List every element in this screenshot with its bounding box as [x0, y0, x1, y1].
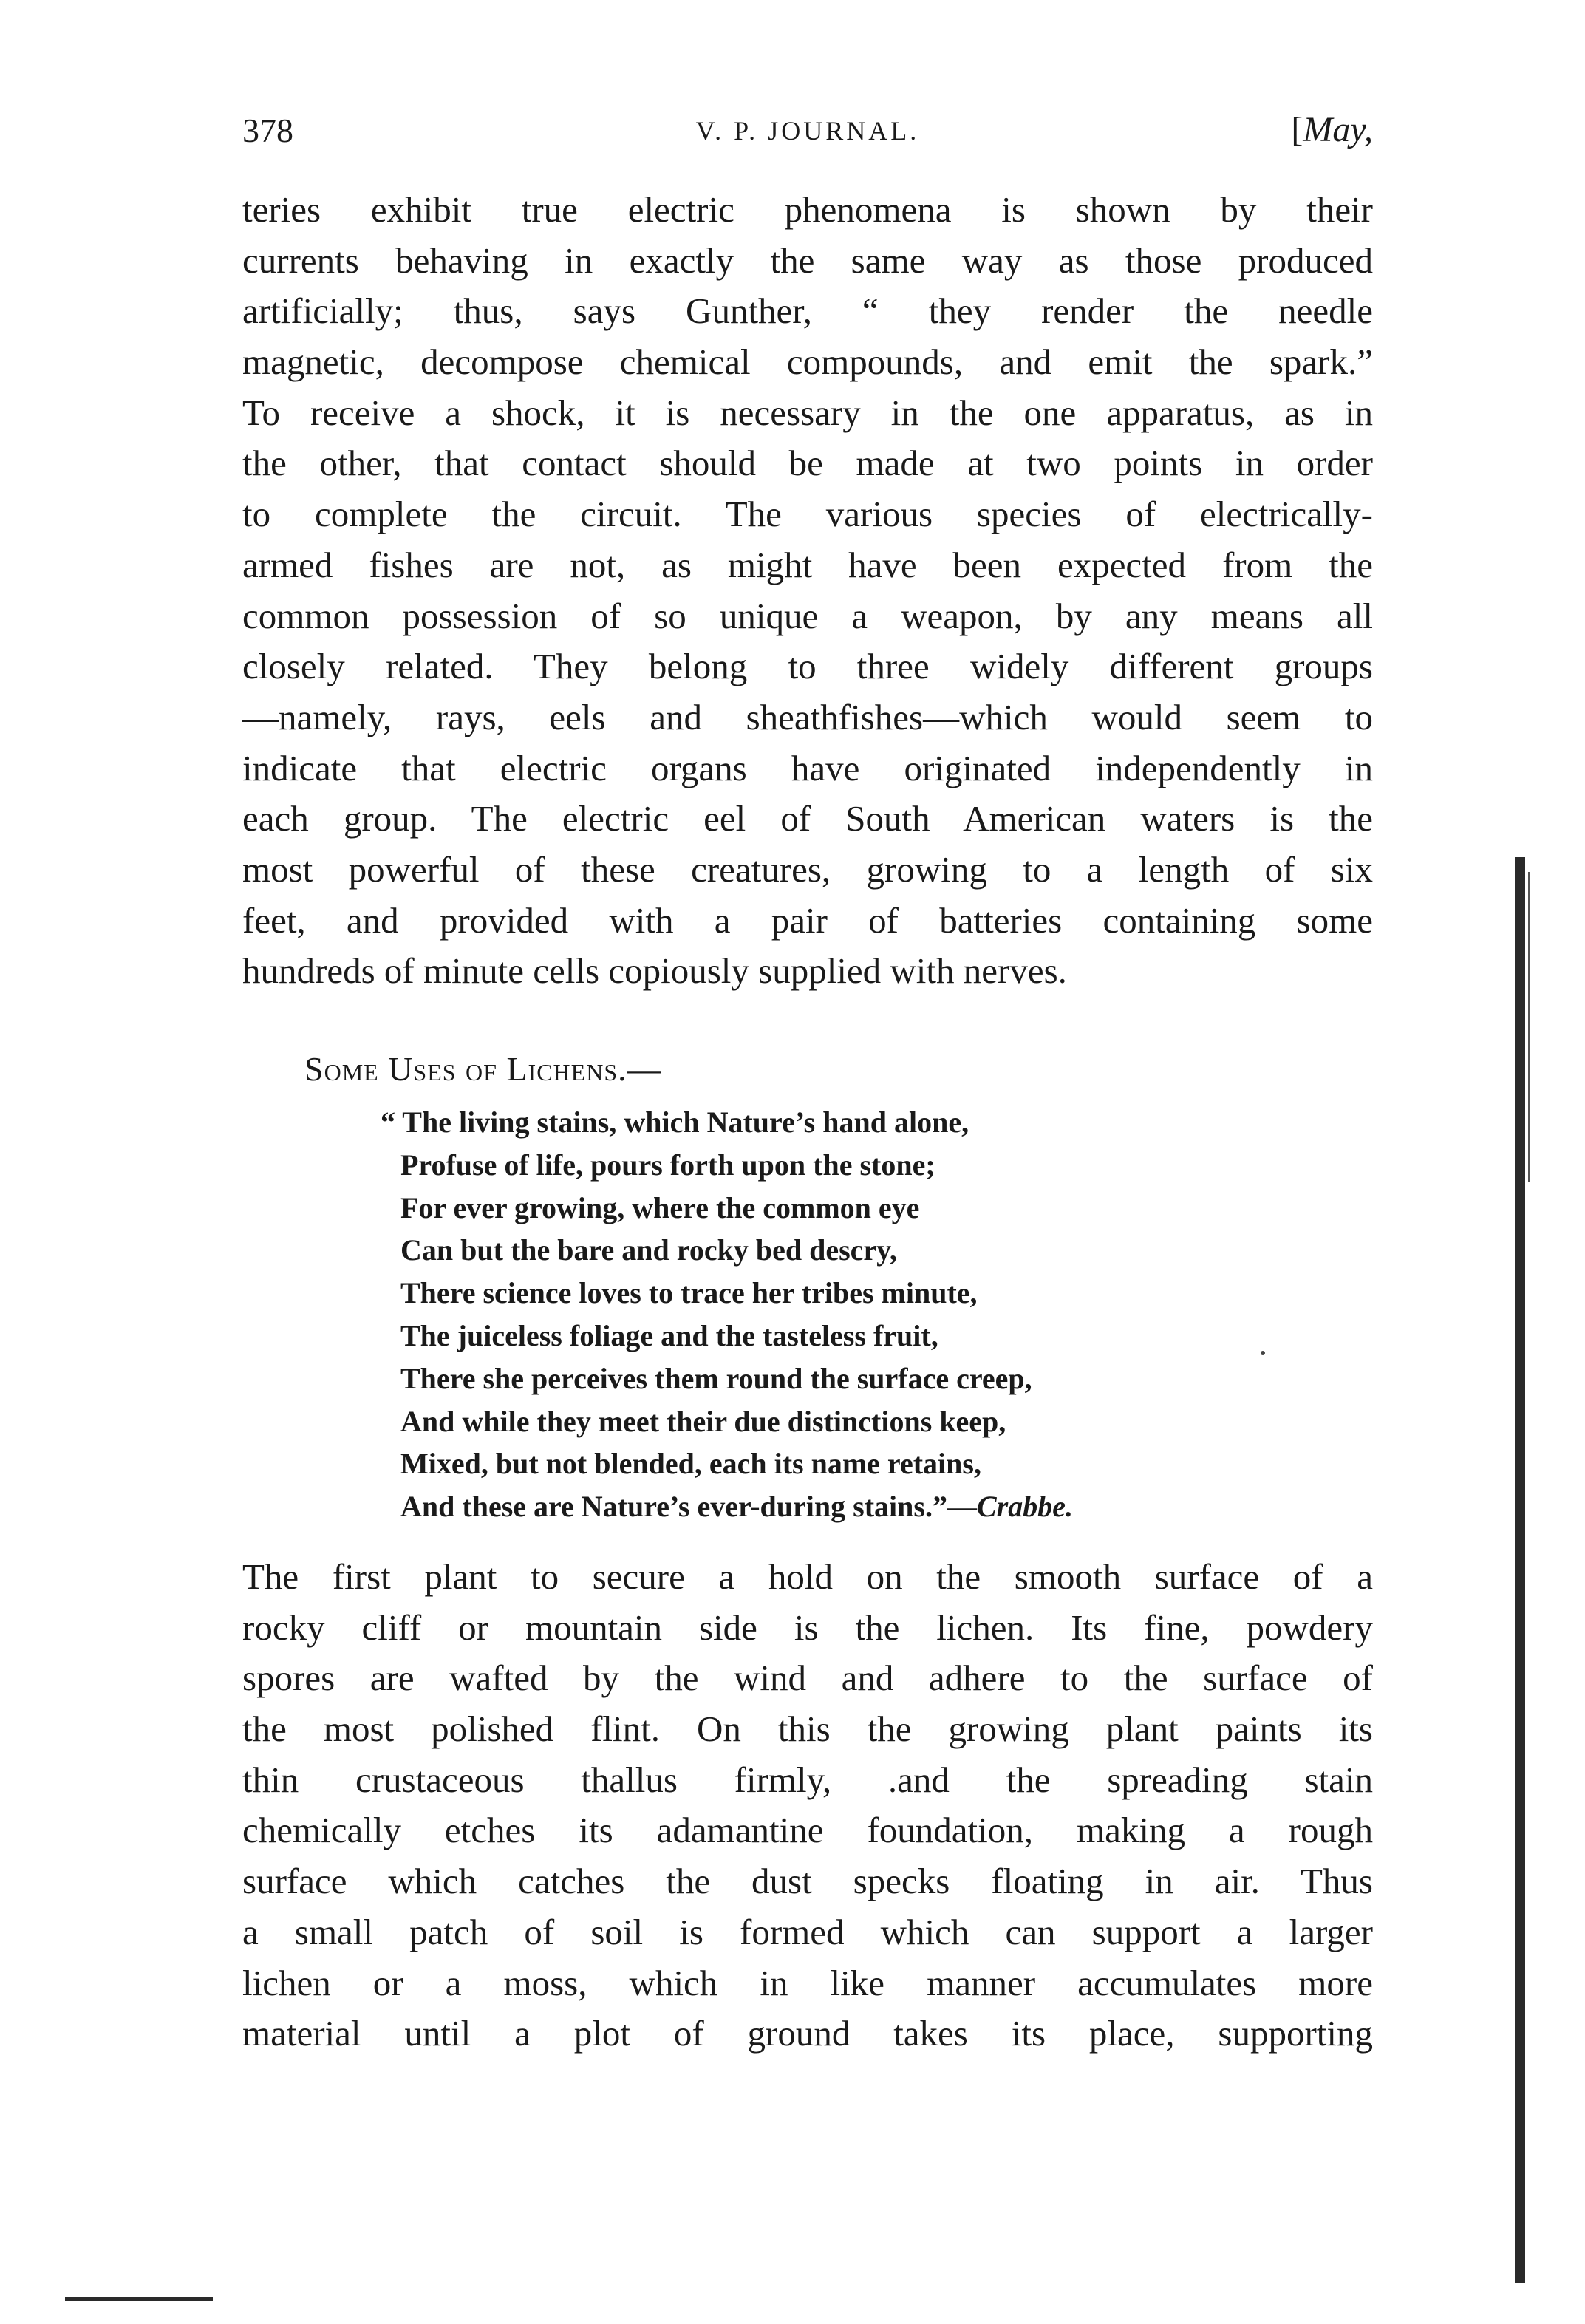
text-line: rocky cliff or mountain side is the lichen. Its fine, powdery	[242, 1606, 1373, 1648]
poem-verse: And while they meet their due distinctions keep,	[400, 1404, 1006, 1438]
text-line: material until a plot of ground takes its place, supporting	[242, 2013, 1373, 2054]
text-line: a small patch of soil is formed which can support a larger	[242, 1911, 1373, 1952]
text-line: thin crustaceous thallus firmly, .and the spreading stain	[242, 1759, 1373, 1800]
text-line: armed fishes are not, as might have been expected from the	[242, 544, 1373, 585]
text-line: spores are wafted by the wind and adhere to the surface of	[242, 1657, 1373, 1699]
text-line: each group. The electric eel of South American waters is the	[242, 798, 1373, 839]
text-line: indicate that electric organs have originated independently in	[242, 747, 1373, 788]
text-line: currents behaving in exactly the same way as those produced	[242, 239, 1373, 281]
binding-edge-line	[1528, 872, 1530, 1182]
month-word: May,	[1303, 110, 1373, 149]
text-line: artificially; thus, says Gunther, “ they render the needle	[242, 290, 1373, 332]
poem-attribution: Crabbe.	[976, 1490, 1073, 1524]
text-line: hundreds of minute cells copiously supplied with nerves.	[242, 950, 1067, 992]
header-month	[1291, 109, 1373, 150]
poem-verse: Mixed, but not blended, each its name retains,	[400, 1447, 981, 1481]
page-number: 378	[242, 112, 293, 149]
poem-verse: There science loves to trace her tribes minute,	[400, 1276, 978, 1310]
text-line: lichen or a moss, which in like manner accumulates more	[242, 1962, 1373, 2003]
page-header	[242, 111, 1373, 155]
text-line: feet, and provided with a pair of batteries containing some	[242, 899, 1373, 941]
poem-verse: Can but the bare and rocky bed descry,	[400, 1233, 897, 1267]
text-line: common possession of so unique a weapon, by any means all	[242, 595, 1373, 636]
text-line: To receive a shock, it is necessary in the one apparatus, as in	[242, 392, 1373, 433]
poem-verse: There she perceives them round the surface creep,	[400, 1361, 1032, 1395]
month-bracket: [	[1291, 110, 1303, 149]
text-line: the other, that contact should be made at two points in order	[242, 443, 1373, 484]
poem-verse: The juiceless foliage and the tasteless fruit,	[400, 1318, 938, 1352]
poem-verse: Profuse of life, pours forth upon the stone;	[400, 1148, 935, 1182]
running-title: V. P. JOURNAL.	[695, 116, 920, 146]
section-heading: Some Uses of Lichens.—	[304, 1050, 662, 1088]
binding-edge-shadow	[1515, 857, 1525, 2283]
text-line: magnetic, decompose chemical compounds, and emit the spark.”	[242, 341, 1373, 383]
text-line: most powerful of these creatures, growing to a length of six	[242, 848, 1373, 890]
poem-verse-final	[381, 1485, 1073, 1528]
paragraph-electric-fishes	[242, 185, 1373, 997]
text-line: chemically etches its adamantine foundation, making a rough	[242, 1810, 1373, 1851]
text-line: The first plant to secure a hold on the smooth surface of a	[242, 1556, 1373, 1597]
poem-verse: “ The living stains, which Nature’s hand alone,	[381, 1105, 969, 1139]
text-line: surface which catches the dust specks floating in air. Thus	[242, 1861, 1373, 1902]
poem-verse: For ever growing, where the common eye	[400, 1190, 920, 1224]
corner-mark	[65, 2297, 213, 2301]
poem-quotation	[381, 1101, 1073, 1528]
text-line: —namely, rays, eels and sheathfishes—which would seem to	[242, 696, 1373, 737]
text-line: the most polished flint. On this the growing plant paints its	[242, 1708, 1373, 1750]
text-line: teries exhibit true electric phenomena is shown by their	[242, 189, 1373, 230]
ink-speck	[1261, 1351, 1265, 1355]
paragraph-lichens	[242, 1552, 1373, 2059]
text-line: closely related. They belong to three widely different groups	[242, 646, 1373, 687]
text-line: to complete the circuit. The various species of electrically-	[242, 494, 1373, 535]
poem-verse-text: And these are Nature’s ever-during stains.”—	[400, 1490, 977, 1524]
